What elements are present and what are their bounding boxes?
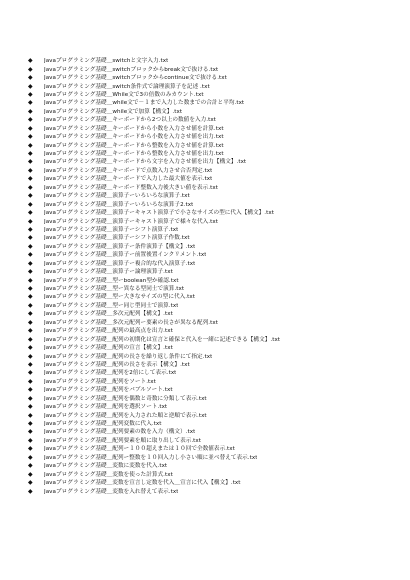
list-item bbox=[28, 99, 404, 107]
bullet-icon: ◆ bbox=[28, 327, 33, 335]
bullet-icon: ◆ bbox=[28, 445, 33, 453]
bullet-icon: ◆ bbox=[28, 74, 33, 82]
list-item bbox=[28, 74, 404, 82]
bullet-icon: ◆ bbox=[28, 318, 33, 326]
file-name-link[interactable]: Javaプログラミング基礎＿演算子ーキャスト演算子で様々な代入.txt bbox=[44, 218, 218, 225]
file-name-link[interactable]: Javaプログラミング基礎＿変数を入れ替えて表示.txt bbox=[44, 488, 179, 495]
file-name-link[interactable]: Javaプログラミング基礎＿多次元配列【構文】.txt bbox=[44, 311, 173, 318]
list-item bbox=[28, 454, 404, 462]
file-name-link[interactable]: Javaプログラミング基礎＿キーボードから整数を入力させ値を出力.txt bbox=[44, 151, 224, 158]
file-name-link[interactable]: Javaプログラミング基礎＿配列ー１００超えまたは１０回で全数値表示.txt bbox=[44, 446, 235, 453]
bullet-icon: ◆ bbox=[28, 462, 33, 470]
file-name-link[interactable]: Javaプログラミング基礎＿配列の宣言【構文】.txt bbox=[44, 345, 173, 352]
bullet-icon: ◆ bbox=[28, 166, 33, 174]
list-item bbox=[28, 403, 404, 411]
bullet-icon: ◆ bbox=[28, 90, 33, 98]
file-name-link[interactable]: Javaプログラミング基礎＿配列を2倍にして表示.txt bbox=[44, 370, 177, 377]
bullet-icon: ◆ bbox=[28, 183, 33, 191]
file-name-link[interactable]: Javaプログラミング基礎＿While文で3の倍数のみカウント.txt bbox=[44, 91, 204, 98]
list-item bbox=[28, 184, 404, 192]
list-item bbox=[28, 150, 404, 158]
list-item bbox=[28, 65, 404, 73]
bullet-icon: ◆ bbox=[28, 369, 33, 377]
bullet-icon: ◆ bbox=[28, 200, 33, 208]
bullet-icon: ◆ bbox=[28, 209, 33, 217]
list-item bbox=[28, 251, 404, 259]
list-item bbox=[28, 91, 404, 99]
file-name-link[interactable]: Javaプログラミング基礎＿演算子ーいろいろな演算子.txt bbox=[44, 193, 190, 200]
bullet-icon: ◆ bbox=[28, 65, 33, 73]
list-item bbox=[28, 268, 404, 276]
list-item bbox=[28, 234, 404, 242]
bullet-icon: ◆ bbox=[28, 377, 33, 385]
bullet-icon: ◆ bbox=[28, 133, 33, 141]
bullet-icon: ◆ bbox=[28, 124, 33, 132]
list-item bbox=[28, 116, 404, 124]
list-item bbox=[28, 319, 404, 327]
bullet-icon: ◆ bbox=[28, 301, 33, 309]
file-name-link[interactable]: Javaプログラミング基礎＿キーボードで入力した最大値を表示.txt bbox=[44, 176, 213, 183]
bullet-icon: ◆ bbox=[28, 352, 33, 360]
list-item bbox=[28, 293, 404, 301]
bullet-icon: ◆ bbox=[28, 234, 33, 242]
bullet-icon: ◆ bbox=[28, 335, 33, 343]
list-item bbox=[28, 445, 404, 453]
file-name-link[interactable]: Javaプログラミング基礎＿配列をバブルソート.txt bbox=[44, 387, 173, 394]
file-name-link[interactable]: Javaプログラミング基礎＿多次元配列ー要素の長さが異なる配列.txt bbox=[44, 319, 218, 326]
list-item bbox=[28, 302, 404, 310]
list-item bbox=[28, 327, 404, 335]
file-name-link[interactable]: Javaプログラミング基礎＿演算子ー複合的な代入演算子.txt bbox=[44, 260, 196, 267]
bullet-icon: ◆ bbox=[28, 285, 33, 293]
list-item bbox=[28, 352, 404, 360]
bullet-icon: ◆ bbox=[28, 411, 33, 419]
list-item bbox=[28, 361, 404, 369]
file-name-link[interactable]: Javaプログラミング基礎＿演算子ー前置後置インクリメント.txt bbox=[44, 252, 207, 259]
bullet-icon: ◆ bbox=[28, 276, 33, 284]
bullet-icon: ◆ bbox=[28, 225, 33, 233]
list-item bbox=[28, 428, 404, 436]
list-item bbox=[28, 285, 404, 293]
file-name-link[interactable]: Javaプログラミング基礎＿型ー同じ型同士で演算.txt bbox=[44, 302, 179, 309]
document-page bbox=[28, 57, 404, 496]
bullet-icon: ◆ bbox=[28, 107, 33, 115]
file-name-link[interactable]: Javaプログラミング基礎＿switchブロックからcontinue文で抜ける.txt bbox=[44, 75, 227, 82]
list-item bbox=[28, 167, 404, 175]
bullet-icon: ◆ bbox=[28, 344, 33, 352]
list-item bbox=[28, 437, 404, 445]
file-name-link[interactable]: Javaプログラミング基礎＿switchブロックからbreak文で抜ける.txt bbox=[44, 66, 219, 73]
list-item bbox=[28, 141, 404, 149]
bullet-icon: ◆ bbox=[28, 242, 33, 250]
list-item bbox=[28, 108, 404, 116]
list-item bbox=[28, 276, 404, 284]
list-item bbox=[28, 369, 404, 377]
file-name-link[interactable]: Javaプログラミング基礎＿演算子ーいろいろな演算子2.txt bbox=[44, 201, 194, 208]
list-item bbox=[28, 125, 404, 133]
bullet-icon: ◆ bbox=[28, 175, 33, 183]
file-name-link[interactable]: Javaプログラミング基礎＿キーボードから2つ以上の数値を入力.txt bbox=[44, 117, 216, 124]
file-name-link[interactable]: Javaプログラミング基礎＿配列の長さを表示【構文】.txt bbox=[44, 361, 190, 368]
file-name-link[interactable]: Javaプログラミング基礎＿配列の長さを繰り返し条件にて指定.txt bbox=[44, 353, 213, 360]
file-name-link[interactable]: Javaプログラミング基礎＿キーボードから小数を入力させ値を出力.txt bbox=[44, 134, 224, 141]
file-name-link[interactable]: Javaプログラミング基礎＿配列を入力された順と逆順で表示.txt bbox=[44, 412, 207, 419]
file-name-link[interactable]: Javaプログラミング基礎＿キーボードで点数入力させ合否判定.txt bbox=[44, 167, 213, 174]
file-name-link[interactable]: Javaプログラミング基礎＿配列変数に代入.txt bbox=[44, 421, 162, 428]
bullet-icon: ◆ bbox=[28, 403, 33, 411]
list-item bbox=[28, 411, 404, 419]
file-name-link[interactable]: Javaプログラミング基礎＿変数に変数を代入.txt bbox=[44, 463, 168, 470]
list-item bbox=[28, 470, 404, 478]
list-item bbox=[28, 57, 404, 65]
list-item bbox=[28, 133, 404, 141]
bullet-icon: ◆ bbox=[28, 259, 33, 267]
bullet-icon: ◆ bbox=[28, 251, 33, 259]
bullet-icon: ◆ bbox=[28, 394, 33, 402]
bullet-icon: ◆ bbox=[28, 99, 33, 107]
file-name-link[interactable]: Javaプログラミング基礎＿配列要素を順に取り出して表示.txt bbox=[44, 437, 202, 444]
list-item bbox=[28, 260, 404, 268]
bullet-icon: ◆ bbox=[28, 386, 33, 394]
file-name-link[interactable]: Javaプログラミング基礎＿キーボードから小数を入力させ値を計算.txt bbox=[44, 125, 224, 132]
file-name-link[interactable]: Javaプログラミング基礎＿演算子ーシフト演算子.txt bbox=[44, 226, 179, 233]
file-name-link[interactable]: Javaプログラミング基礎＿while文で加算【構文】.txt bbox=[44, 108, 183, 115]
list-item bbox=[28, 175, 404, 183]
list-item bbox=[28, 386, 404, 394]
list-item bbox=[28, 158, 404, 166]
file-name-link[interactable]: Javaプログラミング基礎＿型ー異なる型同士で演算.txt bbox=[44, 286, 185, 293]
list-item bbox=[28, 209, 404, 217]
file-name-link[interactable]: Javaプログラミング基礎＿キーボード整数入力後大きい値を表示.txt bbox=[44, 184, 218, 191]
list-item bbox=[28, 200, 404, 208]
list-item bbox=[28, 335, 404, 343]
list-item bbox=[28, 420, 404, 428]
bullet-icon: ◆ bbox=[28, 57, 33, 65]
list-item bbox=[28, 378, 404, 386]
file-name-link[interactable]: Javaプログラミング基礎＿演算子ーキャスト演算子で小さなサイズの型に代入【構文】.txt bbox=[44, 210, 274, 217]
bullet-icon: ◆ bbox=[28, 420, 33, 428]
file-name-link[interactable]: Javaプログラミング基礎＿switch条件式で論理演算子を記述 .txt bbox=[44, 83, 210, 90]
file-name-link[interactable]: Javaプログラミング基礎＿演算子ーシフト演算子作数.txt bbox=[44, 235, 190, 242]
list-item bbox=[28, 462, 404, 470]
bullet-icon: ◆ bbox=[28, 436, 33, 444]
file-name-link[interactable]: Javaプログラミング基礎＿型ーboolean型か確認.txt bbox=[44, 277, 179, 284]
bullet-icon: ◆ bbox=[28, 479, 33, 487]
bullet-icon: ◆ bbox=[28, 192, 33, 200]
list-item bbox=[28, 82, 404, 90]
list-item bbox=[28, 479, 404, 487]
file-name-link[interactable]: Javaプログラミング基礎＿演算子ー条件演算子【構文】.txt bbox=[44, 243, 196, 250]
list-item bbox=[28, 226, 404, 234]
bullet-icon: ◆ bbox=[28, 310, 33, 318]
bullet-icon: ◆ bbox=[28, 82, 33, 90]
bullet-icon: ◆ bbox=[28, 360, 33, 368]
bullet-icon: ◆ bbox=[28, 268, 33, 276]
file-name-link[interactable]: Javaプログラミング基礎＿演算子ー論理演算子.txt bbox=[44, 269, 173, 276]
file-name-link[interactable]: Javaプログラミング基礎＿変数を使った計算式.txt bbox=[44, 471, 173, 478]
bullet-icon: ◆ bbox=[28, 150, 33, 158]
file-name-link[interactable]: Javaプログラミング基礎＿配列要素の数を入力（構文）.txt bbox=[44, 429, 196, 436]
bullet-icon: ◆ bbox=[28, 158, 33, 166]
file-name-link[interactable]: Javaプログラミング基礎＿switchと文字入力.txt bbox=[44, 58, 169, 65]
list-item bbox=[28, 310, 404, 318]
file-name-link[interactable]: Javaプログラミング基礎＿配列ー整数を１０回入力し小さい順に並べ替えて表示.txt bbox=[44, 454, 258, 461]
bullet-icon: ◆ bbox=[28, 217, 33, 225]
file-name-link[interactable]: Javaプログラミング基礎＿キーボードから整数を入力させ値を計算.txt bbox=[44, 142, 224, 149]
file-name-link[interactable]: Javaプログラミング基礎＿配列の最高点を出力.txt bbox=[44, 328, 173, 335]
file-name-link[interactable]: Javaプログラミング基礎＿配列の初期化は宣言と確保と代入を一緒に記述できる【構文】.txt bbox=[44, 336, 281, 343]
list-item bbox=[28, 217, 404, 225]
bullet-icon: ◆ bbox=[28, 428, 33, 436]
file-name-link[interactable]: Javaプログラミング基礎＿配列をソート.txt bbox=[44, 378, 156, 385]
list-item bbox=[28, 487, 404, 495]
bullet-icon: ◆ bbox=[28, 116, 33, 124]
bullet-icon: ◆ bbox=[28, 293, 33, 301]
bullet-icon: ◆ bbox=[28, 141, 33, 149]
file-name-link[interactable]: Javaプログラミング基礎＿キーボードから文字を入力させ値を出力【構文】.txt bbox=[44, 159, 247, 166]
list-item bbox=[28, 243, 404, 251]
list-item bbox=[28, 344, 404, 352]
file-name-link[interactable]: Javaプログラミング基礎＿配列を選択ソート.txt bbox=[44, 404, 168, 411]
bullet-icon: ◆ bbox=[28, 487, 33, 495]
list-item bbox=[28, 395, 404, 403]
file-name-link[interactable]: Javaプログラミング基礎＿配列を偶数と奇数に分類して表示.txt bbox=[44, 395, 207, 402]
list-item bbox=[28, 192, 404, 200]
bullet-icon: ◆ bbox=[28, 453, 33, 461]
file-name-link[interactable]: Javaプログラミング基礎＿変数を宣言し定数を代入＿宣言に代入【構文】.txt bbox=[44, 480, 241, 487]
bullet-icon: ◆ bbox=[28, 470, 33, 478]
file-list bbox=[28, 57, 404, 496]
file-name-link[interactable]: Javaプログラミング基礎＿型ー大きなサイズの型に代入.txt bbox=[44, 294, 195, 301]
file-name-link[interactable]: Javaプログラミング基礎＿while文で－１まで入力した数までの合計と平均.txt bbox=[44, 100, 245, 107]
